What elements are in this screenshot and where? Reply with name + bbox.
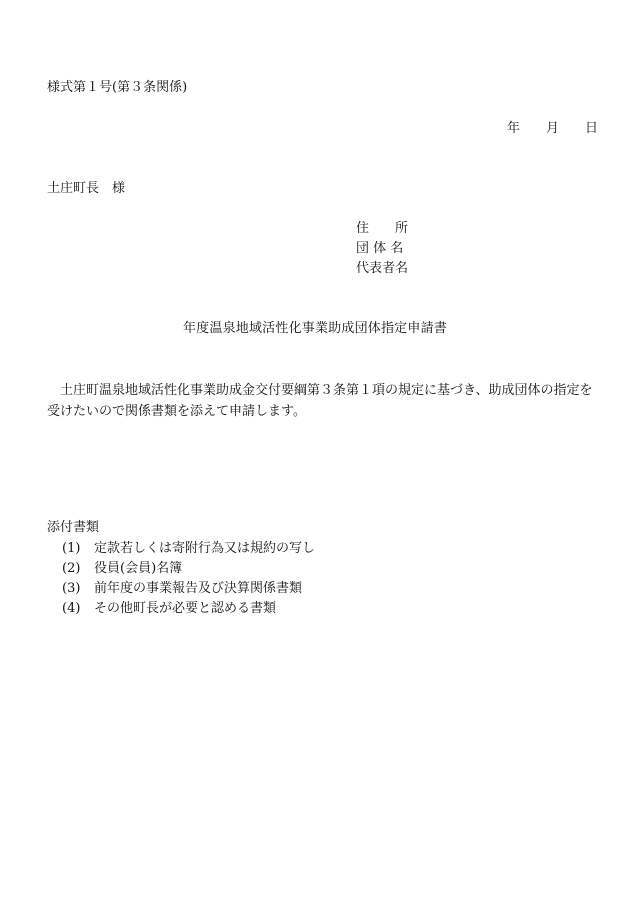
attachments-heading: 添付書類: [47, 520, 100, 535]
addressee-honorific: 様: [112, 181, 126, 196]
applicant-block: [356, 222, 408, 282]
attachment-number: (3): [62, 581, 81, 596]
applicant-address-label: 住 所: [356, 221, 409, 236]
attachment-item: [62, 562, 315, 582]
attachment-number: (1): [62, 541, 81, 556]
application-statement: 土庄町温泉地域活性化事業助成金交付要綱第３条第１項の規定に基づき、助成団体の指定を受けたいので関係書類を添えて申請します。: [47, 383, 593, 419]
attachment-item: [62, 602, 315, 622]
addressee: [47, 182, 125, 195]
document-title: 年度温泉地域活性化事業助成団体指定申請書: [182, 321, 447, 336]
date-day-label: 日: [584, 121, 598, 136]
attachment-text: 前年度の事業報告及び決算関係書類: [94, 581, 303, 596]
attachment-item: [62, 582, 315, 602]
date-month-label: 月: [545, 121, 559, 136]
applicant-representative-label: 代表者名: [356, 261, 409, 276]
addressee-name: 土庄町長: [47, 181, 100, 196]
date-year-label: 年: [506, 121, 520, 136]
attachment-number: (4): [62, 601, 81, 616]
form-number: 様式第１号(第３条関係): [47, 80, 188, 95]
applicant-group-name-label: 団 体 名: [356, 241, 404, 256]
attachment-text: その他町長が必要と認める書類: [94, 601, 277, 616]
attachments-list: [62, 542, 315, 622]
attachment-text: 定款若しくは寄附行為又は規約の写し: [94, 541, 316, 556]
attachment-item: [62, 542, 315, 562]
attachment-text: 役員(会員)名簿: [94, 561, 183, 576]
date-line: [507, 122, 598, 135]
attachment-number: (2): [62, 561, 81, 576]
